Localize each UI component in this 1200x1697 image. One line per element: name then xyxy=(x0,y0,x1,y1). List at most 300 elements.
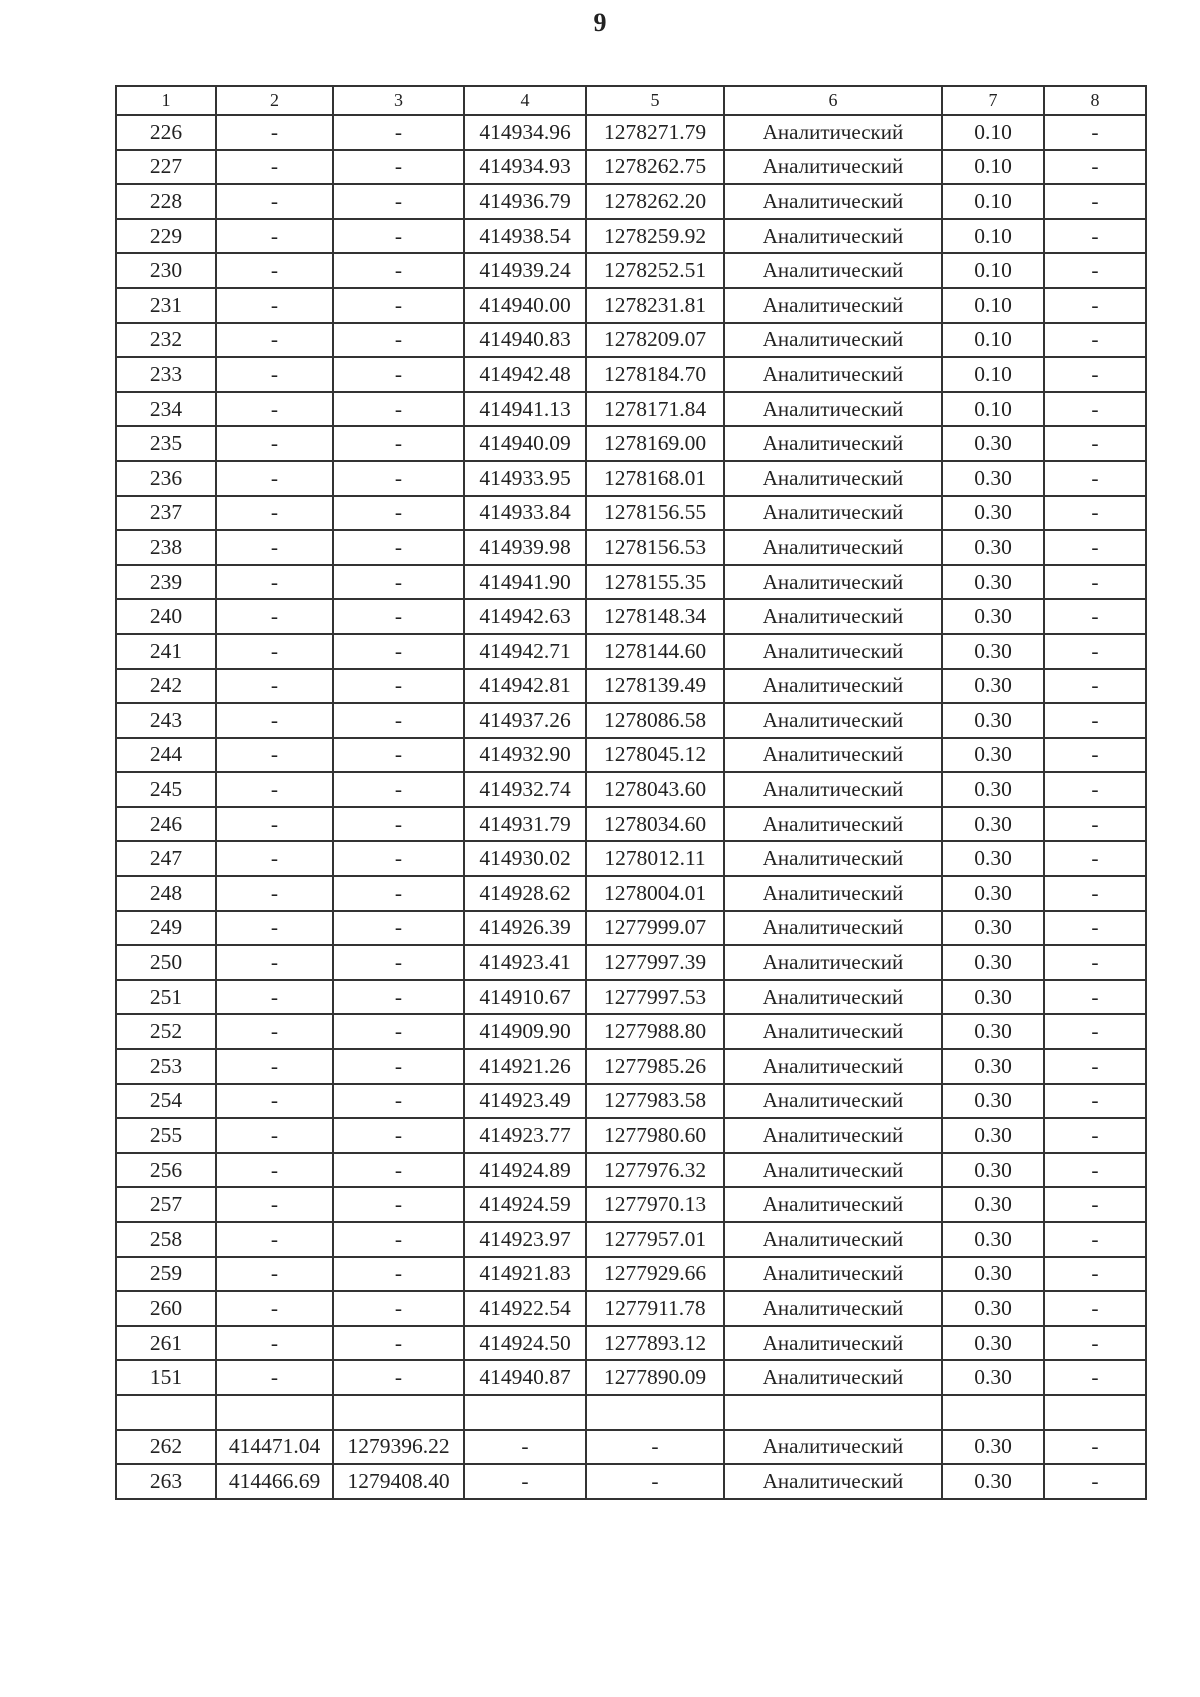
table-row xyxy=(116,1084,1146,1119)
table-row xyxy=(116,738,1146,773)
table-cell: 414940.00 xyxy=(464,288,586,323)
table-cell: 1278169.00 xyxy=(586,426,724,461)
table-cell: 241 xyxy=(116,634,216,669)
table-cell: - xyxy=(1044,1014,1146,1049)
table-cell: - xyxy=(1044,1118,1146,1153)
table-cell: 0.30 xyxy=(942,1084,1044,1119)
table-cell: 414942.48 xyxy=(464,357,586,392)
table-cell: - xyxy=(333,1257,464,1292)
table-cell: Аналитический xyxy=(724,1187,942,1222)
table-cell: 0.30 xyxy=(942,599,1044,634)
table-row xyxy=(116,703,1146,738)
table-cell: 1277997.39 xyxy=(586,945,724,980)
table-cell: 1278086.58 xyxy=(586,703,724,738)
table-cell: - xyxy=(333,426,464,461)
table-cell: 0.30 xyxy=(942,1153,1044,1188)
table-cell: - xyxy=(1044,496,1146,531)
table-cell: 238 xyxy=(116,530,216,565)
table-cell: - xyxy=(216,1326,333,1361)
table-cell: - xyxy=(216,288,333,323)
table-cell xyxy=(1044,1395,1146,1430)
table-cell: 414923.97 xyxy=(464,1222,586,1257)
table-cell: 1277890.09 xyxy=(586,1360,724,1395)
table-cell: - xyxy=(1044,219,1146,254)
table-cell: Аналитический xyxy=(724,357,942,392)
table-cell: 414942.81 xyxy=(464,669,586,704)
table-cell: Аналитический xyxy=(724,1360,942,1395)
table-cell: Аналитический xyxy=(724,945,942,980)
table-cell: - xyxy=(216,392,333,427)
table-cell: 259 xyxy=(116,1257,216,1292)
table-cell: - xyxy=(216,841,333,876)
table-cell: 414940.83 xyxy=(464,323,586,358)
table-cell: 0.30 xyxy=(942,980,1044,1015)
table-cell: - xyxy=(333,599,464,634)
table-cell: - xyxy=(1044,911,1146,946)
table-cell: Аналитический xyxy=(724,565,942,600)
table-cell: 236 xyxy=(116,461,216,496)
table-cell: 0.30 xyxy=(942,945,1044,980)
table-row xyxy=(116,1430,1146,1465)
table-cell: 234 xyxy=(116,392,216,427)
table-cell: - xyxy=(1044,876,1146,911)
table-row xyxy=(116,184,1146,219)
table-cell: Аналитический xyxy=(724,980,942,1015)
table-cell: - xyxy=(333,1360,464,1395)
table-cell xyxy=(116,1395,216,1430)
table-cell: Аналитический xyxy=(724,1153,942,1188)
table-cell: - xyxy=(216,1187,333,1222)
table-cell: 414926.39 xyxy=(464,911,586,946)
table-cell: 1278262.75 xyxy=(586,150,724,185)
table-cell: - xyxy=(333,980,464,1015)
table-cell: 0.30 xyxy=(942,738,1044,773)
table-cell: - xyxy=(1044,1464,1146,1499)
table-row xyxy=(116,911,1146,946)
table-cell: Аналитический xyxy=(724,253,942,288)
table-row xyxy=(116,599,1146,634)
table-cell: 247 xyxy=(116,841,216,876)
table-cell: - xyxy=(216,1222,333,1257)
table-cell: 260 xyxy=(116,1291,216,1326)
table-cell: Аналитический xyxy=(724,1014,942,1049)
table-cell: - xyxy=(216,323,333,358)
table-cell: 0.10 xyxy=(942,150,1044,185)
table-cell: 414939.98 xyxy=(464,530,586,565)
table-cell: - xyxy=(1044,634,1146,669)
table-cell: 414924.59 xyxy=(464,1187,586,1222)
table-cell: 1278184.70 xyxy=(586,357,724,392)
table-cell: - xyxy=(1044,1257,1146,1292)
table-cell: Аналитический xyxy=(724,634,942,669)
table-cell: Аналитический xyxy=(724,1430,942,1465)
table-cell: - xyxy=(216,357,333,392)
table-cell: 414938.54 xyxy=(464,219,586,254)
table-cell: - xyxy=(216,565,333,600)
table-cell: - xyxy=(216,876,333,911)
table-cell: - xyxy=(1044,1291,1146,1326)
table-cell: 414923.49 xyxy=(464,1084,586,1119)
table-cell: - xyxy=(216,599,333,634)
table-row xyxy=(116,150,1146,185)
table-cell: - xyxy=(1044,669,1146,704)
table-cell: 414923.77 xyxy=(464,1118,586,1153)
table-cell: - xyxy=(1044,1084,1146,1119)
table-cell: Аналитический xyxy=(724,392,942,427)
table-cell: 0.30 xyxy=(942,426,1044,461)
table-cell: - xyxy=(333,1153,464,1188)
table-cell: Аналитический xyxy=(724,530,942,565)
table-cell: - xyxy=(216,945,333,980)
table-cell: Аналитический xyxy=(724,772,942,807)
table-cell: 1278012.11 xyxy=(586,841,724,876)
table-cell: 414471.04 xyxy=(216,1430,333,1465)
table-cell: Аналитический xyxy=(724,1291,942,1326)
table-cell: 414909.90 xyxy=(464,1014,586,1049)
table-cell xyxy=(724,1395,942,1430)
table-cell xyxy=(464,1395,586,1430)
column-header: 2 xyxy=(216,86,333,115)
table-row xyxy=(116,323,1146,358)
table-cell: 151 xyxy=(116,1360,216,1395)
table-cell: 414932.90 xyxy=(464,738,586,773)
table-cell: 235 xyxy=(116,426,216,461)
table-cell: 1278148.34 xyxy=(586,599,724,634)
table-row xyxy=(116,841,1146,876)
table-cell: - xyxy=(333,703,464,738)
table-cell xyxy=(586,1395,724,1430)
table-cell: 0.10 xyxy=(942,323,1044,358)
table-cell: - xyxy=(216,772,333,807)
table-cell: 0.30 xyxy=(942,772,1044,807)
table-cell: 414932.74 xyxy=(464,772,586,807)
table-cell: 1278171.84 xyxy=(586,392,724,427)
table-cell: 1278139.49 xyxy=(586,669,724,704)
table-cell: - xyxy=(333,738,464,773)
table-row xyxy=(116,1187,1146,1222)
column-header: 7 xyxy=(942,86,1044,115)
table-cell: 244 xyxy=(116,738,216,773)
table-cell: 1278168.01 xyxy=(586,461,724,496)
table-cell: 0.30 xyxy=(942,807,1044,842)
table-row xyxy=(116,357,1146,392)
table-cell: 248 xyxy=(116,876,216,911)
table-cell: - xyxy=(216,634,333,669)
table-cell: 414941.13 xyxy=(464,392,586,427)
table-cell: 1277988.80 xyxy=(586,1014,724,1049)
table-cell: 1278034.60 xyxy=(586,807,724,842)
table-cell: Аналитический xyxy=(724,323,942,358)
table-cell: 414923.41 xyxy=(464,945,586,980)
table-cell: - xyxy=(333,669,464,704)
table-row xyxy=(116,1360,1146,1395)
table-cell: - xyxy=(333,841,464,876)
table-cell: 0.10 xyxy=(942,253,1044,288)
table-row xyxy=(116,219,1146,254)
table-cell: - xyxy=(464,1430,586,1465)
table-row xyxy=(116,1395,1146,1430)
table-cell: - xyxy=(333,461,464,496)
table-cell: - xyxy=(333,1291,464,1326)
table-cell: 1278045.12 xyxy=(586,738,724,773)
table-cell: 1278155.35 xyxy=(586,565,724,600)
table-cell: 0.30 xyxy=(942,634,1044,669)
table-cell: 414934.93 xyxy=(464,150,586,185)
table-cell: 0.10 xyxy=(942,219,1044,254)
table-cell: 228 xyxy=(116,184,216,219)
table-cell: - xyxy=(1044,599,1146,634)
table-cell: 414934.96 xyxy=(464,115,586,150)
table-cell: - xyxy=(1044,1430,1146,1465)
table-cell: Аналитический xyxy=(724,1257,942,1292)
table-cell: 414940.09 xyxy=(464,426,586,461)
table-cell: 414466.69 xyxy=(216,1464,333,1499)
table-cell: 1278004.01 xyxy=(586,876,724,911)
table-row xyxy=(116,634,1146,669)
table-cell: Аналитический xyxy=(724,599,942,634)
table-cell: - xyxy=(333,253,464,288)
table-cell: - xyxy=(333,392,464,427)
table-cell: - xyxy=(1044,392,1146,427)
table-cell: - xyxy=(1044,1049,1146,1084)
table-cell: 0.30 xyxy=(942,669,1044,704)
table-cell: - xyxy=(1044,772,1146,807)
table-cell: Аналитический xyxy=(724,1222,942,1257)
table-cell: - xyxy=(1044,1187,1146,1222)
table-cell: - xyxy=(216,1084,333,1119)
table-cell: - xyxy=(216,496,333,531)
table-cell: 249 xyxy=(116,911,216,946)
table-cell: - xyxy=(216,669,333,704)
table-cell: 0.30 xyxy=(942,530,1044,565)
table-cell: Аналитический xyxy=(724,911,942,946)
page-number: 9 xyxy=(593,8,607,37)
table-cell: 237 xyxy=(116,496,216,531)
table-cell: 1278043.60 xyxy=(586,772,724,807)
table-cell: - xyxy=(333,496,464,531)
table-cell: - xyxy=(333,357,464,392)
table-cell: 0.30 xyxy=(942,1464,1044,1499)
table-row xyxy=(116,392,1146,427)
table-cell: 414931.79 xyxy=(464,807,586,842)
table-cell xyxy=(333,1395,464,1430)
table-cell: 0.30 xyxy=(942,1360,1044,1395)
table-cell: Аналитический xyxy=(724,150,942,185)
table-cell: - xyxy=(1044,1360,1146,1395)
table-cell: - xyxy=(216,115,333,150)
table-cell: 246 xyxy=(116,807,216,842)
table-cell: 1277893.12 xyxy=(586,1326,724,1361)
table-cell: - xyxy=(1044,184,1146,219)
table-cell: 262 xyxy=(116,1430,216,1465)
table-cell: 0.30 xyxy=(942,1430,1044,1465)
table-cell: Аналитический xyxy=(724,1049,942,1084)
table-cell: - xyxy=(216,807,333,842)
table-cell: 414942.63 xyxy=(464,599,586,634)
table-cell: - xyxy=(216,219,333,254)
table-cell: - xyxy=(1044,253,1146,288)
table-cell: - xyxy=(1044,1153,1146,1188)
table-row xyxy=(116,945,1146,980)
table-cell: 1277970.13 xyxy=(586,1187,724,1222)
column-header: 3 xyxy=(333,86,464,115)
table-cell: - xyxy=(216,184,333,219)
table-cell: Аналитический xyxy=(724,461,942,496)
table-cell: 1277985.26 xyxy=(586,1049,724,1084)
table-cell: - xyxy=(1044,1326,1146,1361)
table-cell: 1278262.20 xyxy=(586,184,724,219)
table-cell: 253 xyxy=(116,1049,216,1084)
table-cell: - xyxy=(216,253,333,288)
table-cell: - xyxy=(216,1153,333,1188)
table-cell: 414940.87 xyxy=(464,1360,586,1395)
table-cell: 0.30 xyxy=(942,565,1044,600)
table-cell: - xyxy=(586,1464,724,1499)
table-cell: 232 xyxy=(116,323,216,358)
table-row xyxy=(116,1291,1146,1326)
table-cell: - xyxy=(333,184,464,219)
table-row xyxy=(116,565,1146,600)
table-cell: 0.30 xyxy=(942,703,1044,738)
column-header: 4 xyxy=(464,86,586,115)
table-cell: - xyxy=(216,1049,333,1084)
table-row xyxy=(116,876,1146,911)
table-cell: - xyxy=(1044,426,1146,461)
table-cell: 1278252.51 xyxy=(586,253,724,288)
column-header: 5 xyxy=(586,86,724,115)
table-row xyxy=(116,461,1146,496)
table-cell: - xyxy=(333,219,464,254)
table-cell: Аналитический xyxy=(724,841,942,876)
table-cell: - xyxy=(586,1430,724,1465)
table-cell: 1277929.66 xyxy=(586,1257,724,1292)
table-cell: - xyxy=(333,1326,464,1361)
table-cell: - xyxy=(1044,945,1146,980)
table-cell: 1277983.58 xyxy=(586,1084,724,1119)
table-cell: 1278231.81 xyxy=(586,288,724,323)
table-cell: - xyxy=(333,115,464,150)
table-cell: Аналитический xyxy=(724,115,942,150)
table-cell: Аналитический xyxy=(724,426,942,461)
table-cell: - xyxy=(216,703,333,738)
table-cell: 414937.26 xyxy=(464,703,586,738)
table-cell: - xyxy=(1044,323,1146,358)
table-row xyxy=(116,807,1146,842)
table-cell: - xyxy=(333,150,464,185)
table-cell: Аналитический xyxy=(724,288,942,323)
table-cell: - xyxy=(1044,150,1146,185)
table-cell: 414941.90 xyxy=(464,565,586,600)
table-cell: - xyxy=(333,1187,464,1222)
table-cell: 226 xyxy=(116,115,216,150)
table-cell: 1277999.07 xyxy=(586,911,724,946)
table-row xyxy=(116,1257,1146,1292)
table-cell: 256 xyxy=(116,1153,216,1188)
table-cell: 231 xyxy=(116,288,216,323)
table-row xyxy=(116,772,1146,807)
table-row xyxy=(116,1153,1146,1188)
table-cell: - xyxy=(333,911,464,946)
table-cell: 1277976.32 xyxy=(586,1153,724,1188)
table-cell: - xyxy=(333,807,464,842)
table-cell: - xyxy=(1044,980,1146,1015)
table-cell: 0.30 xyxy=(942,1014,1044,1049)
table-cell: - xyxy=(333,1118,464,1153)
column-header: 6 xyxy=(724,86,942,115)
table-cell: Аналитический xyxy=(724,184,942,219)
table-cell: - xyxy=(333,1049,464,1084)
table-cell: - xyxy=(216,1014,333,1049)
table-cell: 414924.89 xyxy=(464,1153,586,1188)
table-cell: 1278144.60 xyxy=(586,634,724,669)
table-cell: - xyxy=(1044,357,1146,392)
table-cell: 0.10 xyxy=(942,357,1044,392)
table-cell: 258 xyxy=(116,1222,216,1257)
table-row xyxy=(116,288,1146,323)
table-cell: 414928.62 xyxy=(464,876,586,911)
table-cell: 1277957.01 xyxy=(586,1222,724,1257)
table-cell: 0.30 xyxy=(942,496,1044,531)
table-cell xyxy=(942,1395,1044,1430)
table-cell: Аналитический xyxy=(724,1084,942,1119)
table-cell: 0.30 xyxy=(942,1326,1044,1361)
table-row xyxy=(116,253,1146,288)
table-cell: - xyxy=(333,565,464,600)
table-row xyxy=(116,1222,1146,1257)
table-cell: 0.30 xyxy=(942,876,1044,911)
table-row xyxy=(116,115,1146,150)
table-cell: 254 xyxy=(116,1084,216,1119)
table-cell: - xyxy=(333,288,464,323)
table-cell: - xyxy=(333,530,464,565)
table-cell: 239 xyxy=(116,565,216,600)
table-cell: - xyxy=(333,772,464,807)
table-cell: 257 xyxy=(116,1187,216,1222)
table-cell: - xyxy=(1044,461,1146,496)
table-cell: - xyxy=(216,738,333,773)
table-cell: 242 xyxy=(116,669,216,704)
column-header: 1 xyxy=(116,86,216,115)
table-cell: 0.30 xyxy=(942,1049,1044,1084)
table-cell: - xyxy=(216,1118,333,1153)
table-cell: - xyxy=(333,1014,464,1049)
table-cell: 0.10 xyxy=(942,184,1044,219)
table-cell: 1277911.78 xyxy=(586,1291,724,1326)
table-row xyxy=(116,1118,1146,1153)
table-cell: Аналитический xyxy=(724,738,942,773)
table-cell: 414921.26 xyxy=(464,1049,586,1084)
table-cell: 230 xyxy=(116,253,216,288)
table-cell: - xyxy=(464,1464,586,1499)
table-cell: - xyxy=(1044,530,1146,565)
table-row xyxy=(116,530,1146,565)
table-cell: - xyxy=(1044,565,1146,600)
table-cell: 414922.54 xyxy=(464,1291,586,1326)
table-cell: 1277997.53 xyxy=(586,980,724,1015)
table-cell: - xyxy=(1044,1222,1146,1257)
table-header-row xyxy=(116,86,1146,115)
table-cell: 414942.71 xyxy=(464,634,586,669)
table-cell: 414933.95 xyxy=(464,461,586,496)
table-cell: - xyxy=(1044,288,1146,323)
table-cell: Аналитический xyxy=(724,219,942,254)
table-cell: 261 xyxy=(116,1326,216,1361)
table-cell: Аналитический xyxy=(724,1464,942,1499)
table-cell: 1279396.22 xyxy=(333,1430,464,1465)
table-cell: - xyxy=(216,150,333,185)
table-cell: - xyxy=(1044,841,1146,876)
table-cell: - xyxy=(216,980,333,1015)
